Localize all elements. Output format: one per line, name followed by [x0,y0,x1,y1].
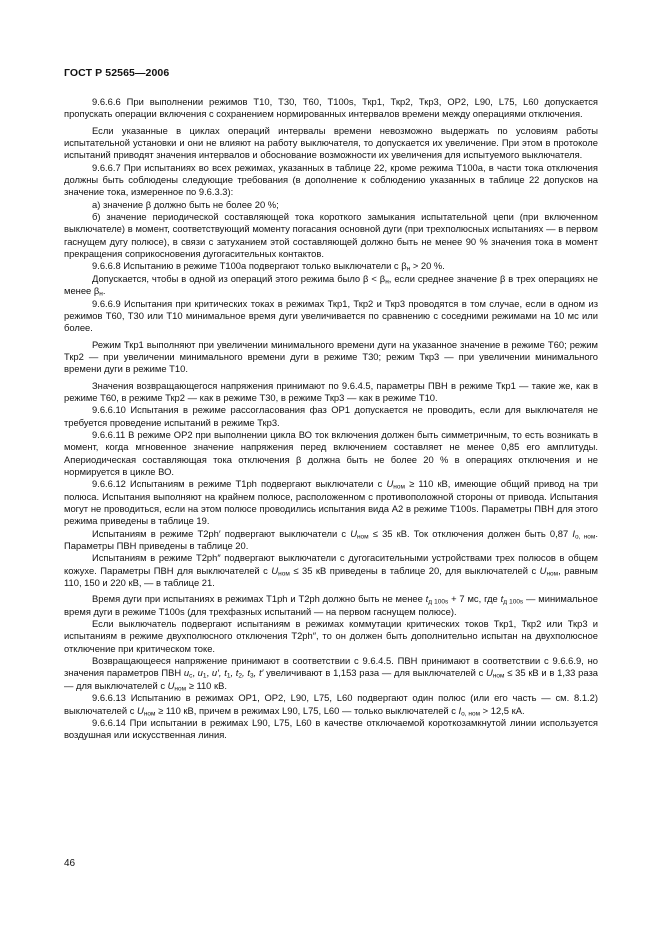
paragraph: Режим Ткр1 выполняют при увеличении минимального времени дуги на указанное значение в режиме Т60; режим Ткр2 — при увеличении минимального времени дуги в режиме Т30; режим Ткр3 — при увеличении минимального времени дуги в режиме Т10. [64,338,598,375]
paragraph: 9.6.6.7 При испытаниях во всех режимах, указанных в таблице 22, кроме режима Т100а, в части тока отключения должны быть соблюдены следующие требования (в дополнение к соблюдению указанных в таблице 22 допусков на значение тока, измеренное по 9.6.3.3): [64,161,598,198]
document-header: ГОСТ Р 52565—2006 [64,67,170,79]
paragraph: а) значение β должно быть не более 20 %; [92,198,279,210]
paragraph: 9.6.6.11 В режиме ОР2 при выполнении цикла ВО ток включения должен быть симметричным, то есть возникать в момент, когда мгновенное значение напряжения перед включением составляет не менее 0,85 его амплитуды. Апериодическая составляющая тока отключения β должна быть не более 20 % в операциях отключения и не нормируется в цикле ВО. [64,428,598,477]
paragraph: Возвращающееся напряжение принимают в соответствии с 9.6.4.5. ПВН принимают в соответствии с 9.6.6.9, но значения параметров ПВН $u_с$, $u_1$, u′, $t_1$, $t_2$, $t_3$, t′ увеличивают в 1,153 раза — для выключателей с $U_{ном} \le 35$ кВ и в 1,33 раза — для выключателей с $U_{ном} \ge 110$ кВ. [64,655,598,693]
paragraph: 9.6.6.14 При испытании в режимах L90, L75, L60 в качестве отключаемой короткозамкнутой линии используется воздушная или искусственная линия. [64,716,598,741]
paragraph: Если выключатель подвергают испытаниям в режимах коммутации критических токов Ткр1, Ткр2 или Ткр3 и испытаниям в режиме двухполюсного отключения Т2ph″, то он должен быть дополнительно испытан на двухполюсное отключение при критическом токе. [64,618,598,654]
paragraph: Время дуги при испытаниях в режимах Т1ph и Т2ph должно быть не менее $t_{д 100s} + 7$ мс, где $t_{д 100s}$ — минимальное время дуги в режиме Т100s (для трехфазных испытаний — на первом гаснущем полюсе). [64,593,598,617]
paragraph: 9.6.6.9 Испытания при критических токах в режимах Ткр1, Ткр2 и Ткр3 проводятся в том случае, если в одном из режимов Т60, Т30 или Т10 минимальное время дуги увеличивается по сравнению с соседними режимами на 10 мс или более. [64,297,598,334]
paragraph: Если указанные в циклах операций интервалы времени невозможно выдержать по условиям работы испытательной установки и они не влияют на работу выключателя, то допускается их увеличение. При этом в протоколе испытаний приводят значения интервалов и обоснование возможности их увеличения для испытуемого выключателя. [64,124,598,161]
paragraph: 9.6.6.6 При выполнении режимов Т10, Т30, Т60, Т100s, Ткр1, Ткр2, Ткр3, ОР2, L90, L75, L60 допускается пропускать операции включения с сохранением нормированных интервалов времени между операциями отключения. [64,96,598,120]
paragraph: Испытаниям в режиме Т2ph″ подвергают выключатели с дугогасительными устройствами трех полюсов в общем кожухе. Параметры ПВН для выключателей с $U_{ном} \le 35$ кВ приведены в таблице 20, для выключателей с $U_{ном}$, равным 110, 150 и 220 кВ, — в таблице 21. [64,552,598,589]
paragraph: б) значение периодической составляющей тока короткого замыкания испытательной цепи (при включенном выключателе) в момент, соответствующий моменту погасания основной дуги (при трехполюсных испытаниях — в первом гаснущем дугу полюсе), в связи с затуханием этой составляющей должно быть не менее 90 % значения тока в момент прекращения соприкосновения дугогасительных контактов. [64,211,598,260]
paragraph: 9.6.6.13 Испытанию в режимах ОР1, ОР2, L90, L75, L60 подвергают один полюс (или его часть — см. 8.1.2) выключателей с $U_{ном} \ge 110$ кВ, причем в режимах L90, L75, L60 — только выключателей с $I_{о, ном} > 12,5$ кА. [64,692,598,717]
document-body [64,96,598,742]
paragraph: 9.6.6.12 Испытаниям в режиме Т1ph подвергают выключатели с $U_{ном} \ge 110$ кВ, имеющие общий привод на три полюса. Испытания выполняют на крайнем полюсе, расположенном с противоположной стороны от привода. Испытания могут не проводиться, если на этом полюсе проводились испытания вида А2 в режиме Т100s. Параметры ПВН для этого режима приведены в таблице 19. [64,478,598,527]
paragraph: 9.6.6.8 Испытанию в режиме Т100а подвергают только выключатели с $\beta_н > 20$ %. [92,260,445,273]
page-number: 46 [64,858,76,869]
paragraph: 9.6.6.10 Испытания в режиме рассогласования фаз ОР1 допускается не проводить, если для выключателя не требуется проведение испытаний в режиме Ткр3. [64,404,598,428]
paragraph: Значения возвращающегося напряжения принимают по 9.6.4.5, параметры ПВН в режиме Ткр1 — такие же, как в режиме Т60, в режиме Ткр2 — как в режиме Т30, в режиме Ткр3 — как в режиме Т10. [64,379,598,403]
paragraph: Испытаниям в режиме Т2ph′ подвергают выключатели с $U_{ном} \le 35$ кВ. Ток отключения должен быть 0,87 $I_{о, ном}$. Параметры ПВН приведены в таблице 20. [64,527,598,552]
paragraph: Допускается, чтобы в одной из операций этого режима было $\beta < \beta_н$, если среднее значение β в трех операциях не менее $\beta_н$. [64,272,599,298]
